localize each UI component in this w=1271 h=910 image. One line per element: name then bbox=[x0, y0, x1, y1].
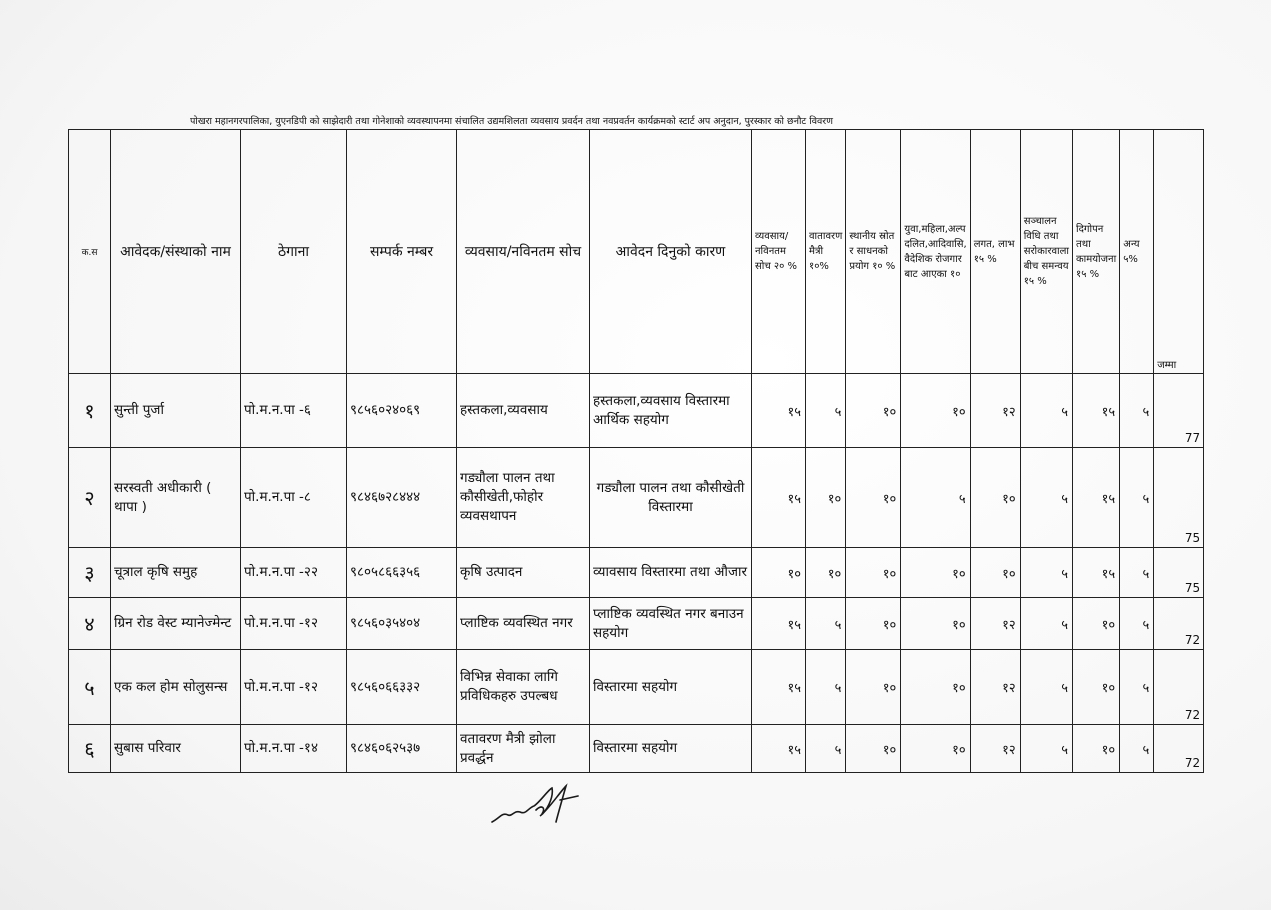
row-environment: १० bbox=[806, 448, 846, 548]
row-address: पो.म.न.पा -६ bbox=[241, 374, 347, 448]
header-other: अन्य ५% bbox=[1120, 130, 1154, 374]
header-innovation: व्यवसाय/ नविनतम सोच २० % bbox=[752, 130, 806, 374]
row-reason: व्यावसाय विस्तारमा तथा औजार bbox=[590, 548, 752, 598]
row-address: पो.म.न.पा -१२ bbox=[241, 598, 347, 650]
row-local-resources: १० bbox=[846, 650, 901, 725]
row-reason: प्लाष्टिक व्यवस्थित नगर बनाउन सहयोग bbox=[590, 598, 752, 650]
row-business: हस्तकला,व्यवसाय bbox=[457, 374, 590, 448]
header-environment: वातावरण मैत्री १०% bbox=[806, 130, 846, 374]
row-coordination: ५ bbox=[1020, 725, 1072, 773]
row-innovation: १५ bbox=[752, 598, 806, 650]
row-business: वतावरण मैत्री झोला प्रवर्द्धन bbox=[457, 725, 590, 773]
header-sustainability: दिगोपन तथा कामयोजना १५ % bbox=[1073, 130, 1120, 374]
row-employment: १० bbox=[901, 650, 970, 725]
row-local-resources: १० bbox=[846, 448, 901, 548]
row-sustainability: १५ bbox=[1073, 448, 1120, 548]
row-contact: ९८५६०६६३३२ bbox=[347, 650, 457, 725]
row-reason: गड्यौला पालन तथा कौसीखेती विस्तारमा bbox=[590, 448, 752, 548]
row-sn: २ bbox=[69, 448, 111, 548]
row-applicant: सुन्ती पुर्जा bbox=[111, 374, 241, 448]
row-environment: १० bbox=[806, 548, 846, 598]
row-applicant: एक कल होम सोलुसन्स bbox=[111, 650, 241, 725]
row-employment: १० bbox=[901, 725, 970, 773]
row-cost-benefit: १० bbox=[970, 548, 1020, 598]
evaluation-table bbox=[68, 129, 1204, 773]
signature-stroke bbox=[492, 786, 578, 822]
row-cost-benefit: १२ bbox=[970, 598, 1020, 650]
row-total: 75 bbox=[1154, 548, 1204, 598]
row-sn: ६ bbox=[69, 725, 111, 773]
table-row bbox=[69, 448, 1204, 548]
row-cost-benefit: १२ bbox=[970, 374, 1020, 448]
row-business: गड्यौला पालन तथा कौसीखेती,फोहोर व्यवसथापन bbox=[457, 448, 590, 548]
header-employment: युवा,महिला,अल्प दलित,आदिवासि, वैदेशिक रोजगार बाट आएका १० bbox=[901, 130, 970, 374]
row-applicant: सुबास परिवार bbox=[111, 725, 241, 773]
row-other: ५ bbox=[1120, 548, 1154, 598]
row-local-resources: १० bbox=[846, 598, 901, 650]
row-contact: ९८५६०२४०६९ bbox=[347, 374, 457, 448]
row-business: कृषि उत्पादन bbox=[457, 548, 590, 598]
row-sustainability: १० bbox=[1073, 650, 1120, 725]
row-environment: ५ bbox=[806, 598, 846, 650]
row-other: ५ bbox=[1120, 374, 1154, 448]
row-total: 72 bbox=[1154, 725, 1204, 773]
row-sustainability: १० bbox=[1073, 598, 1120, 650]
row-local-resources: १० bbox=[846, 548, 901, 598]
row-innovation: १५ bbox=[752, 650, 806, 725]
table-row bbox=[69, 725, 1204, 773]
row-contact: ९८०५८६६३५६ bbox=[347, 548, 457, 598]
row-business: विभिन्न सेवाका लागि प्रविधिकहरु उपल्बध bbox=[457, 650, 590, 725]
row-applicant: ग्रिन रोड वेस्ट म्यानेज्मेन्ट bbox=[111, 598, 241, 650]
header-cost-benefit: लगत, लाभ १५ % bbox=[970, 130, 1020, 374]
document-caption: पोखरा महानगरपालिका, युएनडिपी को साझेदारी तथा गोनेशाको व्यवस्थापनमा संचालित उद्यमशिलता व्यवसाय प्रवर्दन तथा नवप्रवर्तन कार्यक्रमको स्टार्ट अप अनुदान, पुरस्कार को छनौट विवरण bbox=[190, 116, 834, 127]
row-other: ५ bbox=[1120, 725, 1154, 773]
row-environment: ५ bbox=[806, 725, 846, 773]
row-coordination: ५ bbox=[1020, 598, 1072, 650]
signature-mark bbox=[488, 782, 588, 832]
row-reason: विस्तारमा सहयोग bbox=[590, 725, 752, 773]
row-innovation: १५ bbox=[752, 374, 806, 448]
row-cost-benefit: १२ bbox=[970, 725, 1020, 773]
row-contact: ९८४६०६२५३७ bbox=[347, 725, 457, 773]
table-row bbox=[69, 650, 1204, 725]
row-innovation: १० bbox=[752, 548, 806, 598]
row-reason: विस्तारमा सहयोग bbox=[590, 650, 752, 725]
row-address: पो.म.न.पा -१४ bbox=[241, 725, 347, 773]
header-applicant: आवेदक/संस्थाको नाम bbox=[111, 130, 241, 374]
row-environment: ५ bbox=[806, 650, 846, 725]
row-local-resources: १० bbox=[846, 725, 901, 773]
row-employment: १० bbox=[901, 548, 970, 598]
table-row bbox=[69, 598, 1204, 650]
header-business: व्यवसाय/नविनतम सोच bbox=[457, 130, 590, 374]
row-total: 72 bbox=[1154, 598, 1204, 650]
row-other: ५ bbox=[1120, 598, 1154, 650]
row-total: 72 bbox=[1154, 650, 1204, 725]
row-sn: १ bbox=[69, 374, 111, 448]
row-coordination: ५ bbox=[1020, 650, 1072, 725]
row-employment: १० bbox=[901, 598, 970, 650]
row-applicant: सरस्वती अधीकारी ( थापा ) bbox=[111, 448, 241, 548]
header-row bbox=[69, 130, 1204, 374]
row-other: ५ bbox=[1120, 448, 1154, 548]
row-other: ५ bbox=[1120, 650, 1154, 725]
row-contact: ९८४६७२८४४४ bbox=[347, 448, 457, 548]
row-sn: ५ bbox=[69, 650, 111, 725]
row-address: पो.म.न.पा -८ bbox=[241, 448, 347, 548]
row-address: पो.म.न.पा -२२ bbox=[241, 548, 347, 598]
row-cost-benefit: १० bbox=[970, 448, 1020, 548]
row-coordination: ५ bbox=[1020, 374, 1072, 448]
table-row bbox=[69, 374, 1204, 448]
row-employment: ५ bbox=[901, 448, 970, 548]
row-sustainability: १५ bbox=[1073, 374, 1120, 448]
row-sn: ४ bbox=[69, 598, 111, 650]
row-employment: १० bbox=[901, 374, 970, 448]
header-total: जम्मा bbox=[1154, 130, 1204, 374]
row-local-resources: १० bbox=[846, 374, 901, 448]
row-sn: ३ bbox=[69, 548, 111, 598]
header-reason: आवेदन दिनुको कारण bbox=[590, 130, 752, 374]
header-address: ठेगाना bbox=[241, 130, 347, 374]
row-environment: ५ bbox=[806, 374, 846, 448]
row-business: प्लाष्टिक व्यवस्थित नगर bbox=[457, 598, 590, 650]
header-contact: सम्पर्क नम्बर bbox=[347, 130, 457, 374]
row-address: पो.म.न.पा -१२ bbox=[241, 650, 347, 725]
row-total: 77 bbox=[1154, 374, 1204, 448]
row-coordination: ५ bbox=[1020, 448, 1072, 548]
row-innovation: १५ bbox=[752, 725, 806, 773]
row-sustainability: १५ bbox=[1073, 548, 1120, 598]
header-local-resources: स्थानीय स्रोत र साधनको प्रयोग १० % bbox=[846, 130, 901, 374]
row-reason: हस्तकला,व्यवसाय विस्तारमा आर्थिक सहयोग bbox=[590, 374, 752, 448]
table-row bbox=[69, 548, 1204, 598]
row-innovation: १५ bbox=[752, 448, 806, 548]
row-cost-benefit: १२ bbox=[970, 650, 1020, 725]
row-coordination: ५ bbox=[1020, 548, 1072, 598]
row-applicant: चूत्राल कृषि समुह bbox=[111, 548, 241, 598]
header-sn: क.स bbox=[69, 130, 111, 374]
header-coordination: सञ्चालन विधि तथा सरोकारवाला बीच समन्वय १५ % bbox=[1020, 130, 1072, 374]
row-sustainability: १० bbox=[1073, 725, 1120, 773]
row-total: 75 bbox=[1154, 448, 1204, 548]
row-contact: ९८५६०३५४०४ bbox=[347, 598, 457, 650]
